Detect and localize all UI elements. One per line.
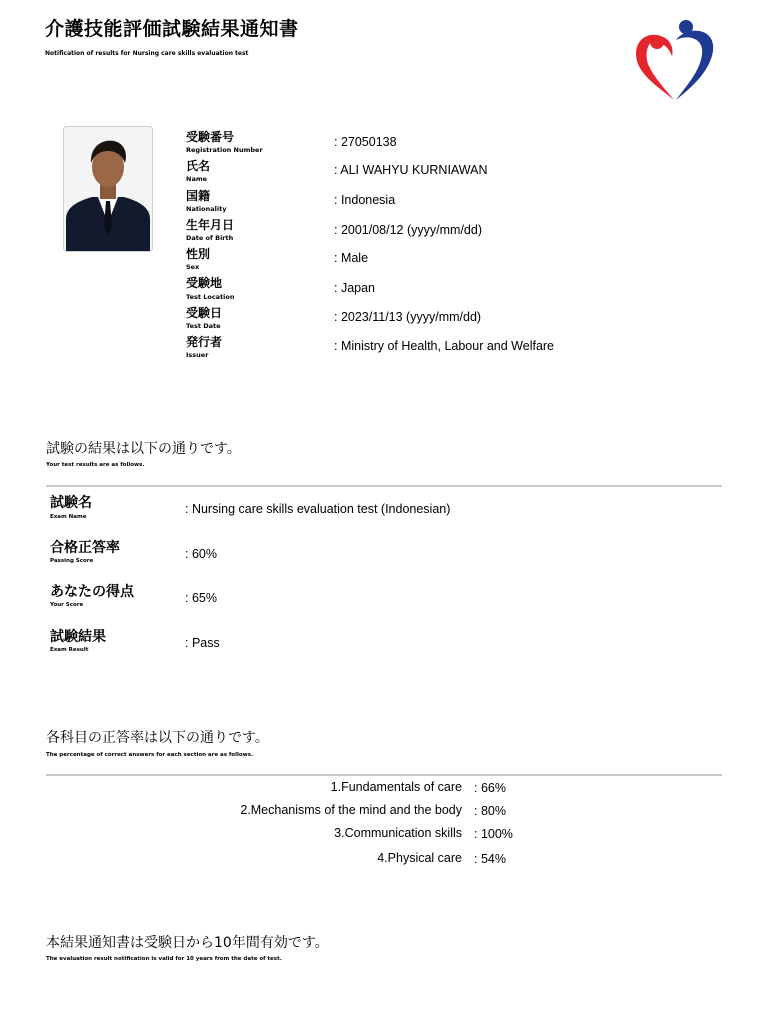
results-divider xyxy=(46,485,722,487)
value-exam-name: : Nursing care skills evaluation test (Indonesian) xyxy=(185,502,451,516)
label-exam-result-jp: 試験結果 xyxy=(50,629,106,645)
section-name-fundamentals: 1.Fundamentals of care xyxy=(330,780,462,794)
section-name-mind-body: 2.Mechanisms of the mind and the body xyxy=(240,803,462,817)
section-score-physical-care: : 54% xyxy=(474,852,506,866)
label-exam-name-en: Exam Name xyxy=(50,514,87,520)
section-name-communication: 3.Communication skills xyxy=(334,826,462,840)
label-nationality-en: Nationality xyxy=(186,205,227,213)
section-name-physical-care: 4.Physical care xyxy=(377,851,462,865)
label-test-date-jp: 受験日 xyxy=(186,306,223,320)
value-nationality: : Indonesia xyxy=(334,193,396,207)
label-registration-number-en: Registration Number xyxy=(186,146,263,154)
label-passing-score-jp: 合格正答率 xyxy=(50,540,120,556)
label-date-of-birth-jp: 生年月日 xyxy=(186,218,235,232)
value-name: : ALI WAHYU KURNIAWAN xyxy=(334,163,488,177)
validity-note-en: The evaluation result notification is valid for 10 years from the date of test. xyxy=(46,956,282,962)
value-test-date: : 2023/11/13 (yyyy/mm/dd) xyxy=(334,310,482,324)
page-subtitle: Notification of results for Nursing care skills evaluation test xyxy=(45,50,249,57)
ministry-logo-icon xyxy=(630,14,720,104)
label-date-of-birth-en: Date of Birth xyxy=(186,234,234,242)
section-score-communication: : 100% xyxy=(474,827,513,841)
value-issuer: : Ministry of Health, Labour and Welfare xyxy=(334,339,555,353)
label-exam-result-en: Exam Result xyxy=(50,647,89,653)
value-sex: : Male xyxy=(334,251,369,265)
label-test-date-en: Test Date xyxy=(186,322,221,330)
sections-subheading: The percentage of correct answers for each section are as follows. xyxy=(46,752,254,758)
label-name-en: Name xyxy=(186,175,208,183)
label-issuer-en: Issuer xyxy=(186,351,209,359)
value-date-of-birth: : 2001/08/12 (yyyy/mm/dd) xyxy=(334,223,482,237)
section-score-mind-body: : 80% xyxy=(474,804,506,818)
label-test-location-en: Test Location xyxy=(186,293,235,301)
label-registration-number-jp: 受験番号 xyxy=(186,130,235,144)
value-exam-result: : Pass xyxy=(185,636,220,650)
value-your-score: : 65% xyxy=(185,591,217,605)
label-sex-jp: 性別 xyxy=(186,247,211,261)
page-title: 介護技能評価試験結果通知書 xyxy=(45,18,299,40)
validity-note: 本結果通知書は受験日から10年間有効です。 xyxy=(46,935,329,951)
label-your-score-en: Your Score xyxy=(50,602,84,608)
label-issuer-jp: 発行者 xyxy=(186,335,223,349)
label-exam-name-jp: 試験名 xyxy=(50,495,92,511)
label-test-location-jp: 受験地 xyxy=(186,276,223,290)
results-subheading: Your test results are as follows. xyxy=(46,462,145,468)
section-score-fundamentals: : 66% xyxy=(474,781,506,795)
value-registration-number: : 27050138 xyxy=(334,135,397,149)
label-passing-score-en: Passing Score xyxy=(50,558,94,564)
value-passing-score: : 60% xyxy=(185,547,217,561)
results-heading: 試験の結果は以下の通りです。 xyxy=(46,441,241,457)
label-sex-en: Sex xyxy=(186,263,200,271)
sections-heading: 各科目の正答率は以下の通りです。 xyxy=(46,730,269,746)
label-nationality-jp: 国籍 xyxy=(186,189,211,203)
label-name-jp: 氏名 xyxy=(186,159,211,173)
sections-divider xyxy=(46,774,722,776)
value-test-location: : Japan xyxy=(334,281,376,295)
applicant-photo xyxy=(63,126,153,252)
label-your-score-jp: あなたの得点 xyxy=(50,584,134,600)
